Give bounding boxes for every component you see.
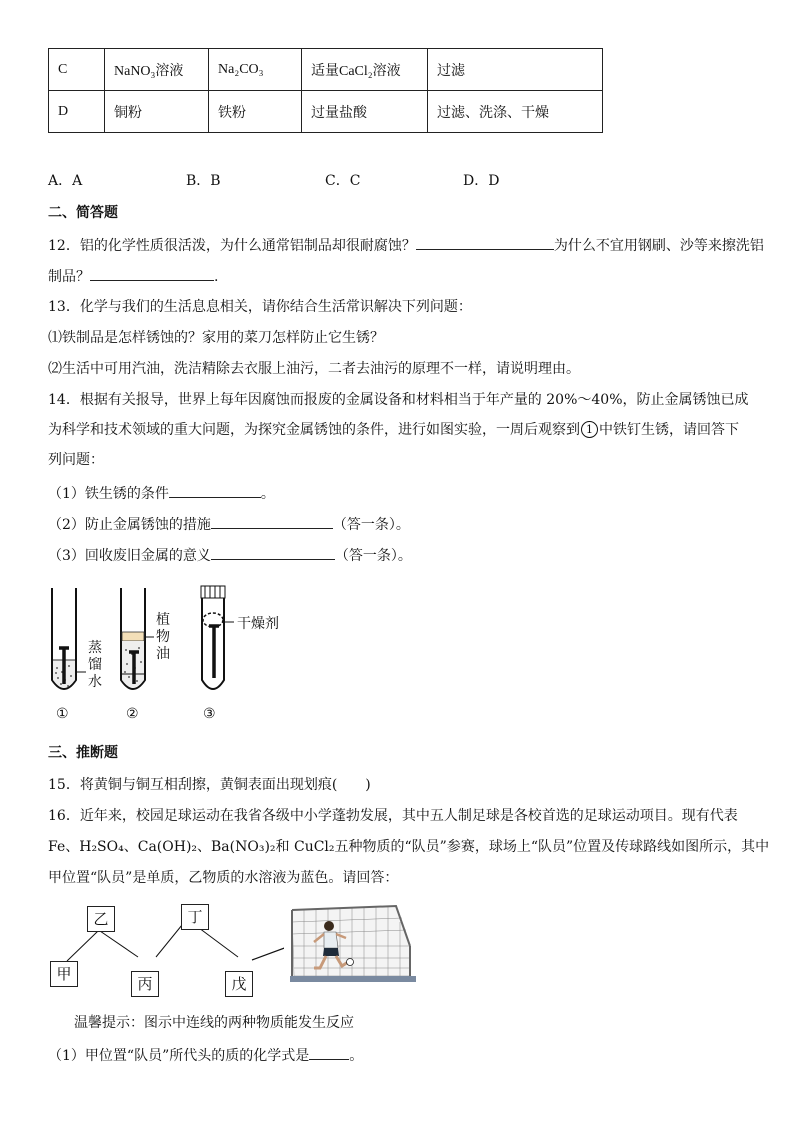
- table-cell: Na₂CO₃: [209, 49, 302, 91]
- question-13: 13．化学与我们的生活息息相关，请你结合生活常识解决下列问题：: [48, 299, 472, 315]
- question-14-line3: 列问题：: [48, 452, 104, 468]
- question-text: 为科学和技术领域的重大问题，为探究金属锈蚀的条件，进行如图实验，一周后观察到: [48, 422, 580, 438]
- circled-number: 1: [581, 421, 598, 438]
- question-16: 16．近年来，校园足球运动在我省各级中小学蓬勃发展，其中五人制足球是各校首选的足球运动项目。现有代表: [48, 808, 738, 824]
- node-ding: 丁: [181, 904, 209, 930]
- question-16-sub1: [48, 1045, 363, 1066]
- answer-blank[interactable]: [211, 545, 335, 560]
- choice-a: A．A: [48, 173, 83, 189]
- soccer-goal-illustration: [284, 902, 418, 986]
- node-bing: 丙: [131, 971, 159, 997]
- choice-b: B．B: [186, 173, 221, 189]
- question-text: （答一条）。: [332, 517, 410, 533]
- question-14-sub3: [48, 545, 412, 566]
- table-cell: 铁粉: [209, 91, 302, 133]
- test-tube-3: [201, 586, 225, 689]
- question-13-part2: ⑵生活中可用汽油，洗洁精除去衣服上油污，二者去油污的原理不一样，请说明理由。: [48, 361, 580, 377]
- question-text: （3）回收废旧金属的意义: [48, 548, 211, 564]
- question-14-sub2: [48, 514, 410, 535]
- table-cell: 过量盐酸: [302, 91, 428, 133]
- question-text: （2）防止金属锈蚀的措施: [48, 517, 211, 533]
- table-row: [49, 91, 603, 133]
- question-text: 制品？: [48, 269, 90, 285]
- label-char: 水: [88, 674, 102, 690]
- label-desiccant: 干燥剂: [237, 616, 279, 632]
- question-text: （1）甲位置“队员”所代头的质的化学式是: [48, 1048, 310, 1064]
- test-tube-1: [52, 588, 76, 689]
- table-cell: 适量CaCl₂溶液: [302, 49, 428, 91]
- table-cell: 铜粉: [105, 91, 209, 133]
- question-text: 12．铝的化学性质很活泼，为什么通常铝制品却很耐腐蚀？: [48, 238, 416, 254]
- tube-number-1: ①: [56, 706, 69, 722]
- question-16-line2: Fe、H₂SO₄、Ca(OH)₂、Ba(NO₃)₂和 CuCl₂五种物质的“队员”参赛，球场上“队员”位置及传球路线如图所示，其中: [48, 839, 770, 855]
- question-12-cont: [48, 266, 218, 287]
- node-jia: 甲: [50, 961, 78, 987]
- label-distilled-water: [88, 640, 102, 691]
- question-14: 14．根据有关报导，世界上每年因腐蚀而报废的金属设备和材料相当于年产量的 20%～40%，防止金属锈蚀已成: [48, 392, 749, 408]
- table-cell: 过滤: [428, 49, 603, 91]
- answer-blank[interactable]: [309, 1045, 349, 1060]
- choice-d: D．D: [463, 173, 500, 189]
- node-yi: 乙: [87, 906, 115, 932]
- answer-blank[interactable]: [169, 483, 261, 498]
- question-13-part1: ⑴铁制品是怎样锈蚀的？家用的菜刀怎样防止它生锈？: [48, 330, 384, 346]
- table-cell: NaNO₃溶液: [105, 49, 209, 91]
- label-char: 植: [156, 612, 170, 628]
- options-table: [48, 48, 603, 133]
- question-text: 。: [349, 1048, 364, 1064]
- question-15: 15．将黄铜与铜互相刮擦，黄铜表面出现划痕( ): [48, 777, 371, 793]
- question-text: （答一条）。: [334, 548, 412, 564]
- question-text: 。: [260, 486, 275, 502]
- tube-number-3: ③: [203, 706, 216, 722]
- question-text: .: [214, 269, 219, 285]
- tube-number-2: ②: [126, 706, 139, 722]
- node-wu: 戊: [225, 971, 253, 997]
- table-row: [49, 49, 603, 91]
- label-char: 馏: [88, 657, 102, 673]
- question-text: 为什么不宜用钢刷、沙等来擦洗铝: [553, 238, 764, 254]
- question-16-line3: 甲位置“队员”是单质，乙物质的水溶液为蓝色。请回答：: [48, 870, 399, 886]
- question-14-sub1: [48, 483, 275, 504]
- rusting-experiment-figure: [40, 580, 300, 730]
- question-12: [48, 235, 764, 256]
- diagram-tip: 温馨提示：图示中连线的两种物质能发生反应: [74, 1015, 354, 1031]
- label-char: 物: [156, 629, 170, 645]
- label-char: 油: [156, 646, 170, 662]
- label-char: 蒸: [88, 640, 102, 656]
- table-cell: D: [49, 91, 105, 133]
- table-cell: C: [49, 49, 105, 91]
- table-cell: 过滤、洗涤、干燥: [428, 91, 603, 133]
- answer-blank[interactable]: [416, 235, 554, 250]
- question-text: 中铁钉生锈，请回答下: [599, 422, 739, 438]
- choice-c: C．C: [325, 173, 361, 189]
- section-heading: 三、推断题: [48, 745, 118, 761]
- question-14-line2: [48, 420, 739, 440]
- answer-blank[interactable]: [90, 266, 214, 281]
- label-vegetable-oil: [156, 612, 170, 663]
- question-text: （1）铁生锈的条件: [48, 486, 169, 502]
- section-heading: 二、简答题: [48, 205, 118, 221]
- answer-blank[interactable]: [211, 514, 333, 529]
